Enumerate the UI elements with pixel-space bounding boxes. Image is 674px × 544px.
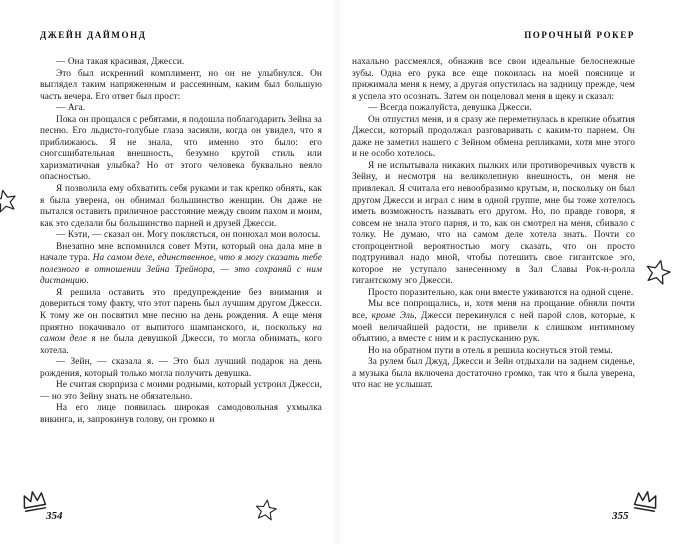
star-icon bbox=[254, 498, 278, 522]
star-icon bbox=[644, 258, 672, 286]
paragraph: — Всегда пожалуйста, девушка Джесси. bbox=[368, 103, 532, 114]
running-head-author: ДЖЕЙН ДАЙМОНД bbox=[40, 30, 147, 40]
paragraph: Мы все попрощались, и, хотя меня на прощание обняли почти все, кроме Эль, Джесси перекинулся с ней парой слов, которые, к моей величайшей радости, не привели к слишком интимному объятию, а вместе с ним и к распусканию рук. bbox=[352, 299, 635, 345]
paragraph: — Ага. bbox=[56, 103, 86, 114]
paragraph: На его лице появилась широкая самодовольная ухмылка викинга, и, запрокинув голову, он громко и bbox=[40, 403, 322, 425]
paragraph: Я позволила ему обхватить себя руками и так крепко обнять, как я была уверена, он обнимал большинство женщин. Он даже не пытался оставить приличное расстояние между своим пахом и моим, как это сделали бы большинство парней и друзей Джесси. bbox=[40, 184, 322, 229]
paragraph: — Зейн, — сказала я. — Это был лучший подарок на день рождения, который только могла получить девушка. bbox=[40, 357, 322, 379]
star-icon bbox=[0, 188, 18, 214]
page-right bbox=[352, 30, 635, 392]
page-left-body bbox=[40, 57, 322, 427]
paragraph: За рулем был Джуд, Джесси и Зейн отдыхали на заднем сиденье, а музыка была включена достаточно громко, так что я была уверена, что нас не услышат. bbox=[352, 357, 635, 391]
running-head-title: ПОРОЧНЫЙ РОКЕР bbox=[524, 30, 635, 40]
paragraph: Я решила оставить это предупреждение без внимания и довериться тому факту, что этот парень был лучшим другом Джесси. К тому же он посвятил мне песню на день рождения. А еще меня приятно покачивало от выпитого шампанского, и, поскольку на самом деле я не была девушкой Джесси, то могла обнимать, кого хотела. bbox=[40, 287, 322, 356]
paragraph: Но на обратном пути в отель я решила коснуться этой темы. bbox=[368, 345, 613, 356]
paragraph: Внезапно мне вспомнился совет Мэти, который она дала мне в начале тура. На самом деле, единственное, что я могу сказать тебе полезного в отношении Зейна Трейнора, — это сохраняй с ним дистанцию. bbox=[40, 241, 322, 287]
crown-icon bbox=[630, 486, 662, 516]
paragraph: Я не испытывала никаких пылких или противоречивых чувств к Зейну, и несмотря на великолепную внешность, он меня не привлекал. Я считала его невообразимо крутым, и, поскольку он был другом Джесси и играл с ним в одной группе, мне бы тоже хотелось иметь возможность называть его другом. Но, по правде говоря, я совсем не знала этого парня, и то, как он смотрел на меня, сбивало с толку. Не думаю, что на самом деле хотела знать. Почти со стопроцентной вероятностью могу сказать, что он просто подтрунивал надо мной, чтобы потешить свое гигантское эго, которое не уступало занесенному в Зал Славы Рок-н-ролла гигантскому эго Джесси. bbox=[352, 160, 635, 287]
paragraph: нахально рассмеялся, обнажив все свои идеальные белоснежные зубы. Одна его рука все еще покоилась на моей пояснице и прижимала меня к нему, а другая опустилась на задницу прежде, чем я успела это осознать. Затем он поцеловал меня в щеку и сказал: bbox=[352, 57, 635, 102]
paragraph: Пока он прощался с ребятами, я подошла поблагодарить Зейна за песню. Его льдисто-голубые глаза засияли, когда он увидел, что я приближаюсь. Я не знала, что именно это было: его сногсшибательная внешность, безумно крутой стиль или харизматичная улыбка? Но от этого человека буквально веяло опасностью. bbox=[40, 114, 322, 183]
paragraph: Он отпустил меня, и я сразу же переметнулась в крепкие объятия Джесси, который продолжал разговаривать с каким-то парнем. Он даже не заметил нашего с Зейном обмена репликами, хотя мне этого и не особо хотелось. bbox=[352, 114, 635, 160]
page-number-left: 354 bbox=[46, 510, 63, 522]
page-number-right: 355 bbox=[612, 510, 629, 522]
paragraph: — Она такая красивая, Джесси. bbox=[56, 57, 185, 67]
page-left bbox=[40, 30, 322, 427]
paragraph: Просто поразительно, как они вместе уживаются на одной сцене. bbox=[368, 287, 634, 298]
paragraph: — Кэти, — сказал он. Могу поклясться, он понюхал мои волосы. bbox=[56, 230, 321, 241]
paragraph: Это был искренний комплимент, но он не улыбнулся. Он выглядел таким напряженным и рассеянным, каким был большую часть вечера. Его ответ был прост: bbox=[40, 68, 322, 102]
paragraph: Не считая сюрприза с моими родными, который устроил Джесси, — но это Зейну знать не обязательно. bbox=[40, 380, 322, 402]
page-right-body bbox=[352, 57, 635, 392]
